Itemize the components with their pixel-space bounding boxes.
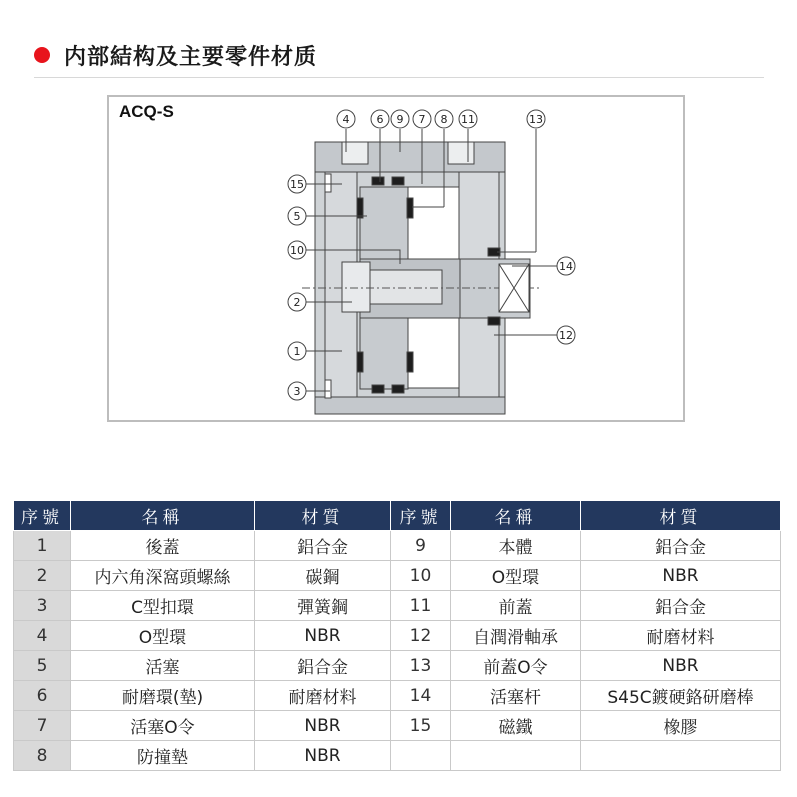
cell-material: NBR [255,741,391,771]
cell-no-2: 11 [391,591,451,621]
cell-material-2 [581,741,781,771]
cell-name-2: 自潤滑軸承 [451,621,581,651]
cell-no: 4 [14,621,71,651]
cell-name: 活塞O令 [71,711,255,741]
callout-10: 10 [290,244,304,257]
callout-3: 3 [293,385,301,398]
cell-name: 内六角深窩頭螺絲 [71,561,255,591]
parts-table [13,500,781,771]
callout-4: 4 [342,113,350,126]
cell-name-2: 磁鐵 [451,711,581,741]
cell-name-2: 前蓋O令 [451,651,581,681]
table-row [14,531,781,561]
cell-material: 碳鋼 [255,561,391,591]
red-bullet-icon [34,47,50,63]
cell-material-2: 鋁合金 [581,591,781,621]
section-header [34,38,317,72]
cylinder-diagram [107,95,685,422]
callout-6: 6 [376,113,384,126]
header-material-2: 材質 [581,501,781,531]
callout-14: 14 [559,260,573,273]
cylinder-cross-section [109,97,683,420]
header-name: 名稱 [71,501,255,531]
header-no-2: 序號 [391,501,451,531]
header-material: 材質 [255,501,391,531]
cell-material: NBR [255,621,391,651]
header-no: 序號 [14,501,71,531]
table-row [14,561,781,591]
callout-12: 12 [559,329,573,342]
cell-no: 1 [14,531,71,561]
cell-material: NBR [255,711,391,741]
cell-name-2: 本體 [451,531,581,561]
cell-name: 防撞墊 [71,741,255,771]
table-row [14,681,781,711]
callout-5: 5 [293,210,301,223]
callout-11: 11 [461,113,475,126]
cell-name-2: 前蓋 [451,591,581,621]
cell-material-2: NBR [581,561,781,591]
cell-material: 彈簧鋼 [255,591,391,621]
cell-material: 鋁合金 [255,531,391,561]
model-label: ACQ-S [119,102,174,121]
callout-13: 13 [529,113,543,126]
table-header-row [14,501,781,531]
cell-no: 8 [14,741,71,771]
cell-material-2: NBR [581,651,781,681]
cell-no-2: 12 [391,621,451,651]
callout-15: 15 [290,178,304,191]
cell-no: 5 [14,651,71,681]
cell-no: 7 [14,711,71,741]
cell-name: 耐磨環(墊) [71,681,255,711]
cell-material-2: 耐磨材料 [581,621,781,651]
callout-9: 9 [396,113,404,126]
cell-name: C型扣環 [71,591,255,621]
cell-no-2: 15 [391,711,451,741]
cell-name: O型環 [71,621,255,651]
cell-no-2 [391,741,451,771]
section-title: 内部結构及主要零件材质 [64,44,318,70]
cell-name-2: O型環 [451,561,581,591]
header-name-2: 名稱 [451,501,581,531]
callout-1: 1 [293,345,301,358]
table-row [14,591,781,621]
cell-material-2: 橡膠 [581,711,781,741]
cell-name-2 [451,741,581,771]
cell-name: 活塞 [71,651,255,681]
callout-8: 8 [440,113,448,126]
header-divider [34,77,764,78]
cell-no: 6 [14,681,71,711]
cell-no-2: 9 [391,531,451,561]
cell-no-2: 10 [391,561,451,591]
table-row [14,711,781,741]
table-row [14,651,781,681]
cell-material: 耐磨材料 [255,681,391,711]
table-row [14,741,781,771]
table-row [14,621,781,651]
cell-no: 3 [14,591,71,621]
cell-name-2: 活塞杆 [451,681,581,711]
cell-no-2: 14 [391,681,451,711]
cell-material-2: 鋁合金 [581,531,781,561]
cell-no-2: 13 [391,651,451,681]
callout-7: 7 [418,113,426,126]
cell-name: 後蓋 [71,531,255,561]
callout-2: 2 [293,296,301,309]
cell-no: 2 [14,561,71,591]
cell-material-2: S45C鍍硬鉻研磨棒 [581,681,781,711]
cell-material: 鋁合金 [255,651,391,681]
